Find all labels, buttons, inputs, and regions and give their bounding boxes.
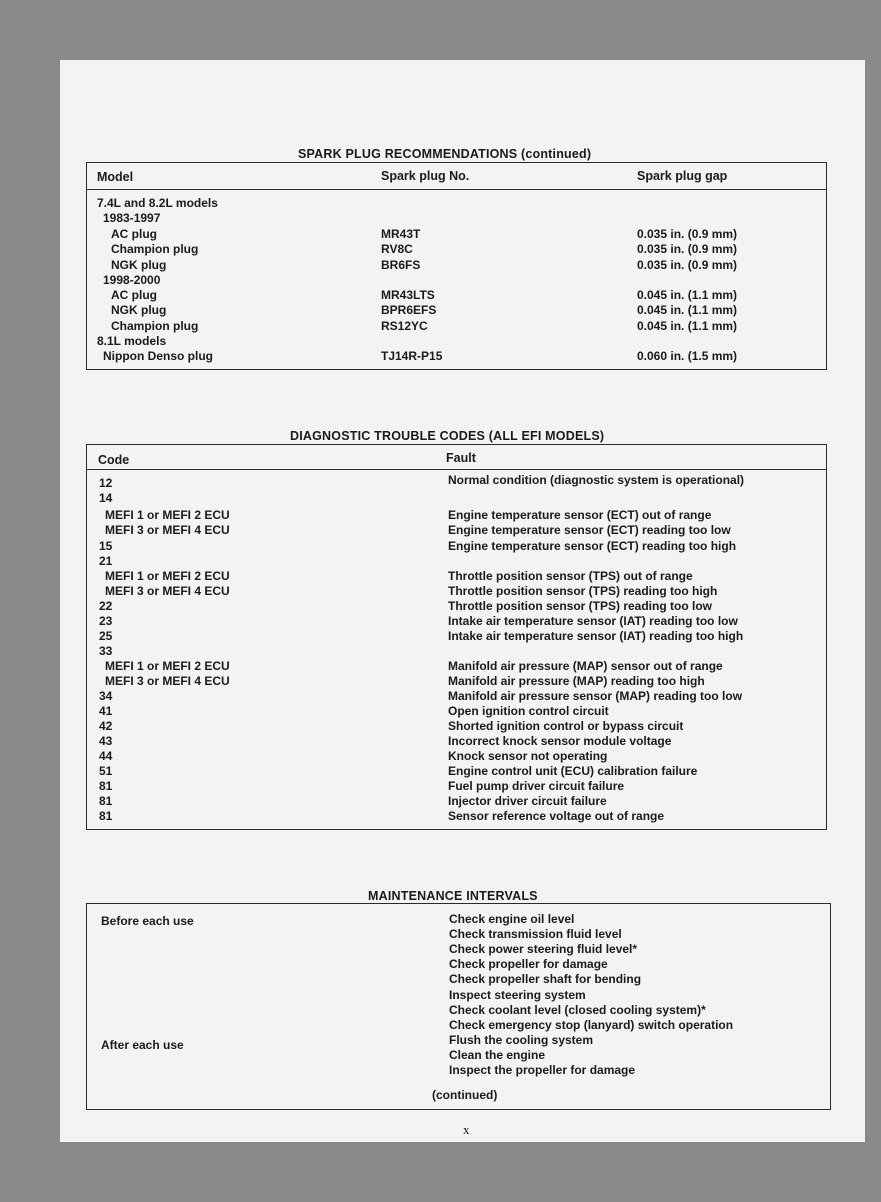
table-row xyxy=(87,523,826,538)
code-cell: MEFI 1 or MEFI 2 ECU xyxy=(105,659,230,673)
plug-gap-cell: 0.035 in. (0.9 mm) xyxy=(637,258,738,272)
table-row xyxy=(87,584,826,599)
code-cell: 33 xyxy=(99,644,113,658)
model-cell: NGK plug xyxy=(111,303,167,317)
table-row xyxy=(87,988,830,1003)
task-cell: Clean the engine xyxy=(449,1047,546,1062)
task-cell: Check power steering fluid level* xyxy=(449,942,638,957)
table-row xyxy=(87,809,826,824)
code-cell: MEFI 3 or MEFI 4 ECU xyxy=(105,584,230,598)
header-fault: Fault xyxy=(446,451,476,465)
table-row xyxy=(87,614,826,629)
fault-cell: Engine temperature sensor (ECT) reading too low xyxy=(448,523,731,537)
fault-cell: Engine control unit (ECU) calibration failure xyxy=(448,764,698,778)
table-row xyxy=(87,334,826,349)
table-row xyxy=(87,1003,830,1018)
code-cell: 15 xyxy=(99,539,113,553)
fault-cell: Shorted ignition control or bypass circuit xyxy=(448,719,684,733)
fault-cell: Sensor reference voltage out of range xyxy=(448,809,665,823)
table-row xyxy=(87,569,826,584)
task-cell: Check coolant level (closed cooling system)* xyxy=(449,1002,706,1017)
fault-cell: Throttle position sensor (TPS) reading too low xyxy=(448,599,712,613)
model-cell: 1998-2000 xyxy=(103,273,161,287)
plug-gap-cell: 0.045 in. (1.1 mm) xyxy=(637,303,738,317)
table-row xyxy=(87,288,826,303)
fault-cell: Incorrect knock sensor module voltage xyxy=(448,734,672,748)
table-row xyxy=(87,599,826,614)
fault-cell: Throttle position sensor (TPS) reading too high xyxy=(448,584,718,598)
table-row xyxy=(87,196,826,211)
table-row xyxy=(87,303,826,318)
code-cell: 23 xyxy=(99,614,113,628)
table-row xyxy=(87,942,830,957)
table-row xyxy=(87,927,830,942)
table-row xyxy=(87,719,826,734)
code-cell: MEFI 3 or MEFI 4 ECU xyxy=(105,523,230,537)
code-cell: MEFI 3 or MEFI 4 ECU xyxy=(105,674,230,688)
table-row xyxy=(87,1063,830,1078)
table-row xyxy=(87,644,826,659)
fault-cell: Intake air temperature sensor (IAT) reading too low xyxy=(448,614,738,628)
task-cell: Check propeller shaft for bending xyxy=(449,972,642,987)
code-cell: 81 xyxy=(99,809,113,823)
task-cell: Inspect the propeller for damage xyxy=(449,1063,636,1077)
model-cell: 8.1L models xyxy=(97,334,167,348)
code-cell: 14 xyxy=(99,491,113,505)
maintenance-table-title: MAINTENANCE INTERVALS xyxy=(368,889,538,903)
table-row xyxy=(87,794,826,809)
table-row xyxy=(87,912,830,927)
code-cell: 51 xyxy=(99,764,113,778)
fault-cell: Fuel pump driver circuit failure xyxy=(448,779,625,793)
dtc-table-title: DIAGNOSTIC TROUBLE CODES (ALL EFI MODELS) xyxy=(290,429,605,443)
code-cell: MEFI 1 or MEFI 2 ECU xyxy=(105,508,230,522)
table-row xyxy=(87,539,826,554)
model-cell: Champion plug xyxy=(111,242,199,256)
code-cell: 12 xyxy=(99,476,113,490)
plug-number-cell: RV8C xyxy=(381,242,413,256)
table-row xyxy=(87,258,826,273)
model-cell: 1983-1997 xyxy=(103,211,161,225)
table-row xyxy=(87,749,826,764)
plug-gap-cell: 0.060 in. (1.5 mm) xyxy=(637,349,738,363)
fault-cell: Injector driver circuit failure xyxy=(448,794,607,808)
header-code: Code xyxy=(98,453,130,467)
table-row xyxy=(87,211,826,226)
task-cell: Check emergency stop (lanyard) switch operation xyxy=(449,1017,734,1032)
spark-plug-table-title: SPARK PLUG RECOMMENDATIONS (continued) xyxy=(298,147,592,161)
code-cell: 25 xyxy=(99,629,113,643)
table-row xyxy=(87,273,826,288)
table-row xyxy=(87,554,826,569)
table-row xyxy=(87,349,826,364)
code-cell: 22 xyxy=(99,599,113,613)
plug-gap-cell: 0.045 in. (1.1 mm) xyxy=(637,319,738,333)
plug-gap-cell: 0.035 in. (0.9 mm) xyxy=(637,242,738,256)
fault-cell: Manifold air pressure (MAP) reading too high xyxy=(448,674,705,688)
plug-number-cell: BR6FS xyxy=(381,258,421,272)
table-row xyxy=(87,629,826,644)
table-row xyxy=(87,659,826,674)
dtc-table-header xyxy=(87,445,826,470)
table-row xyxy=(87,491,826,506)
table-row xyxy=(87,319,826,334)
maintenance-table xyxy=(86,903,831,1110)
table-row xyxy=(87,1032,830,1052)
interval-cell: Before each use xyxy=(101,914,194,928)
plug-gap-cell: 0.045 in. (1.1 mm) xyxy=(637,288,738,302)
table-row xyxy=(87,508,826,523)
code-cell: 41 xyxy=(99,704,113,718)
model-cell: AC plug xyxy=(111,227,157,241)
table-row xyxy=(87,473,826,491)
header-plug-number: Spark plug No. xyxy=(381,169,470,183)
task-cell: Check engine oil level xyxy=(449,912,575,926)
table-row xyxy=(87,764,826,779)
task-cell: Inspect steering system xyxy=(449,987,586,1002)
table-row xyxy=(87,1018,830,1033)
fault-cell: Engine temperature sensor (ECT) out of range xyxy=(448,508,712,522)
spark-plug-table-header xyxy=(87,163,826,190)
code-cell: 81 xyxy=(99,779,113,793)
task-cell: Check transmission fluid level xyxy=(449,927,622,942)
model-cell: Champion plug xyxy=(111,319,199,333)
header-model: Model xyxy=(97,170,134,184)
table-row xyxy=(87,1048,830,1063)
table-row xyxy=(87,227,826,242)
fault-cell: Normal condition (diagnostic system is operational) xyxy=(448,473,745,487)
interval-cell: After each use xyxy=(101,1037,184,1052)
code-cell: 81 xyxy=(99,794,113,808)
fault-cell: Open ignition control circuit xyxy=(448,704,609,718)
code-cell: 21 xyxy=(99,554,113,568)
code-cell: MEFI 1 or MEFI 2 ECU xyxy=(105,569,230,583)
table-row xyxy=(87,779,826,794)
plug-number-cell: RS12YC xyxy=(381,319,428,333)
fault-cell: Engine temperature sensor (ECT) reading too high xyxy=(448,539,737,553)
plug-number-cell: BPR6EFS xyxy=(381,303,437,317)
dtc-table xyxy=(86,444,827,830)
page-number: x xyxy=(463,1122,470,1137)
plug-gap-cell: 0.035 in. (0.9 mm) xyxy=(637,227,738,241)
continued-note: (continued) xyxy=(432,1088,498,1102)
fault-cell: Manifold air pressure sensor (MAP) reading too low xyxy=(448,689,743,703)
code-cell: 34 xyxy=(99,689,113,703)
code-cell: 43 xyxy=(99,734,113,748)
model-cell: AC plug xyxy=(111,288,157,302)
table-row xyxy=(87,972,830,987)
table-row xyxy=(87,242,826,257)
code-cell: 42 xyxy=(99,719,113,733)
plug-number-cell: TJ14R-P15 xyxy=(381,349,443,363)
model-cell: 7.4L and 8.2L models xyxy=(97,196,218,210)
table-row xyxy=(87,704,826,719)
plug-number-cell: MR43LTS xyxy=(381,288,435,302)
table-row xyxy=(87,734,826,749)
fault-cell: Knock sensor not operating xyxy=(448,749,608,763)
fault-cell: Intake air temperature sensor (IAT) reading too high xyxy=(448,629,744,643)
task-cell: Check propeller for damage xyxy=(449,957,608,972)
model-cell: Nippon Denso plug xyxy=(103,349,213,363)
header-plug-gap: Spark plug gap xyxy=(637,169,728,183)
spark-plug-table xyxy=(86,162,827,370)
table-row xyxy=(87,689,826,704)
table-row xyxy=(87,957,830,972)
fault-cell: Manifold air pressure (MAP) sensor out of range xyxy=(448,659,723,673)
plug-number-cell: MR43T xyxy=(381,227,421,241)
model-cell: NGK plug xyxy=(111,258,167,272)
task-cell: Flush the cooling system xyxy=(449,1032,594,1047)
table-row xyxy=(87,674,826,689)
fault-cell: Throttle position sensor (TPS) out of range xyxy=(448,569,693,583)
code-cell: 44 xyxy=(99,749,113,763)
